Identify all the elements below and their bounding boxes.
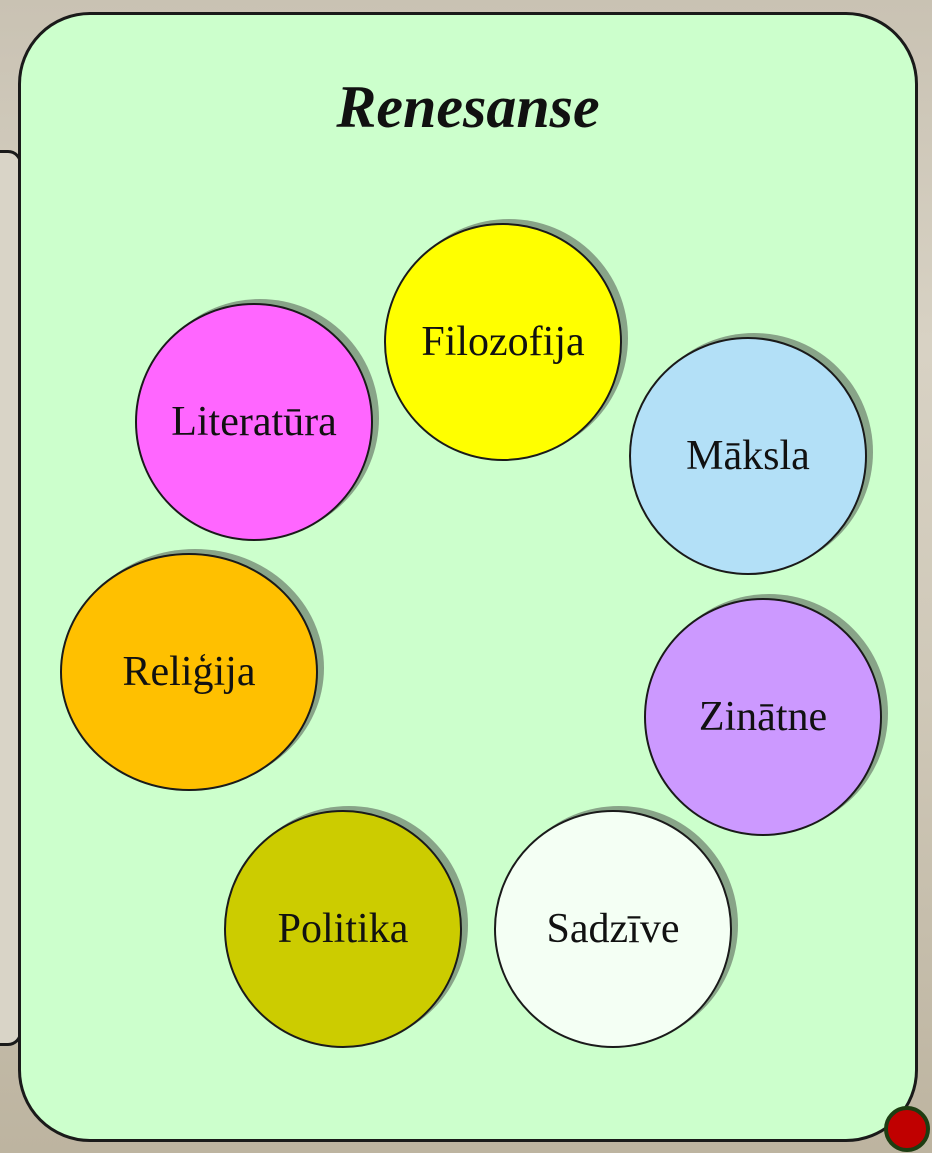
diagram-title: Renesanse xyxy=(336,74,600,140)
topic-bubble-politika xyxy=(224,810,462,1048)
topic-bubble-filozofija xyxy=(384,223,622,461)
topic-label: Māksla xyxy=(686,433,810,479)
topic-bubble-sadzive xyxy=(494,810,732,1048)
navigation-dot[interactable] xyxy=(884,1106,930,1152)
topic-label: Zinātne xyxy=(698,694,828,740)
topic-bubble-zinatne xyxy=(644,598,882,836)
topic-label: Sadzīve xyxy=(546,906,680,952)
topic-bubble-literatura xyxy=(135,303,373,541)
topic-bubble-maksla xyxy=(629,337,867,575)
topic-label: Filozofija xyxy=(421,319,585,365)
topic-label: Politika xyxy=(277,906,409,952)
topic-label: Reliģija xyxy=(122,649,256,695)
topic-bubble-religija xyxy=(60,553,318,791)
topic-label: Literatūra xyxy=(171,399,337,445)
